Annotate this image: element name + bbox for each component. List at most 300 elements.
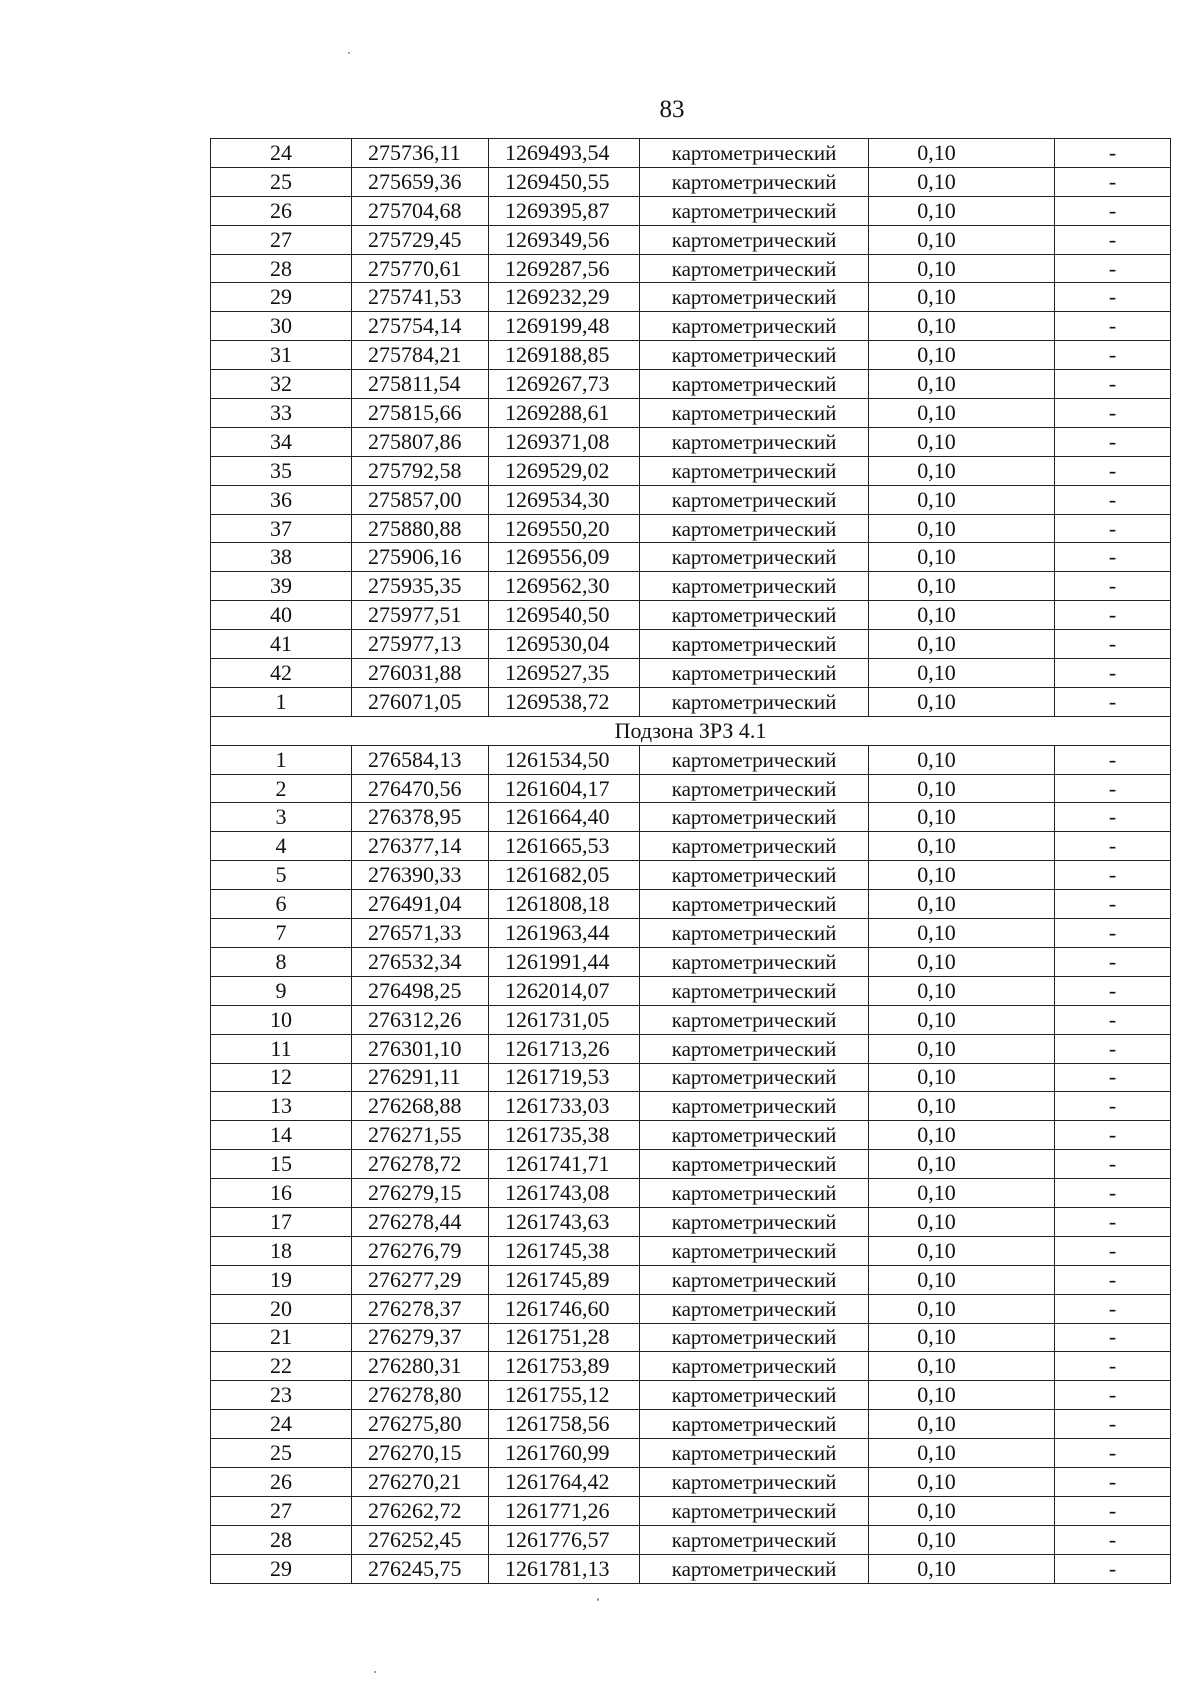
note-cell: - — [1055, 1439, 1171, 1468]
accuracy-cell: 0,10 — [869, 514, 1055, 543]
accuracy-cell: 0,10 — [869, 1265, 1055, 1294]
method-cell: картометрический — [640, 774, 869, 803]
y-coordinate-cell: 1269450,55 — [489, 167, 640, 196]
y-coordinate-cell: 1261753,89 — [489, 1352, 640, 1381]
note-cell: - — [1055, 196, 1171, 225]
method-cell: картометрический — [640, 341, 869, 370]
point-number-cell: 28 — [211, 254, 352, 283]
method-cell: картометрический — [640, 1207, 869, 1236]
method-cell: картометрический — [640, 225, 869, 254]
x-coordinate-cell: 276377,14 — [352, 832, 489, 861]
y-coordinate-cell: 1269540,50 — [489, 601, 640, 630]
note-cell: - — [1055, 976, 1171, 1005]
x-coordinate-cell: 276275,80 — [352, 1410, 489, 1439]
x-coordinate-cell: 276584,13 — [352, 745, 489, 774]
y-coordinate-cell: 1261713,26 — [489, 1034, 640, 1063]
method-cell: картометрический — [640, 890, 869, 919]
x-coordinate-cell: 276271,55 — [352, 1121, 489, 1150]
x-coordinate-cell: 276291,11 — [352, 1063, 489, 1092]
x-coordinate-cell: 276279,15 — [352, 1179, 489, 1208]
table-row — [211, 341, 1171, 370]
point-number-cell: 5 — [211, 861, 352, 890]
point-number-cell: 4 — [211, 832, 352, 861]
accuracy-cell: 0,10 — [869, 1525, 1055, 1554]
y-coordinate-cell: 1261604,17 — [489, 774, 640, 803]
point-number-cell: 12 — [211, 1063, 352, 1092]
y-coordinate-cell: 1261719,53 — [489, 1063, 640, 1092]
method-cell: картометрический — [640, 1265, 869, 1294]
note-cell: - — [1055, 370, 1171, 399]
note-cell: - — [1055, 427, 1171, 456]
accuracy-cell: 0,10 — [869, 745, 1055, 774]
y-coordinate-cell: 1269395,87 — [489, 196, 640, 225]
point-number-cell: 11 — [211, 1034, 352, 1063]
x-coordinate-cell: 275807,86 — [352, 427, 489, 456]
y-coordinate-cell: 1262014,07 — [489, 976, 640, 1005]
note-cell: - — [1055, 1410, 1171, 1439]
y-coordinate-cell: 1261760,99 — [489, 1439, 640, 1468]
note-cell: - — [1055, 1063, 1171, 1092]
x-coordinate-cell: 275784,21 — [352, 341, 489, 370]
note-cell: - — [1055, 832, 1171, 861]
section-header-row — [211, 716, 1171, 745]
accuracy-cell: 0,10 — [869, 919, 1055, 948]
accuracy-cell: 0,10 — [869, 456, 1055, 485]
note-cell: - — [1055, 1005, 1171, 1034]
accuracy-cell: 0,10 — [869, 1034, 1055, 1063]
x-coordinate-cell: 275704,68 — [352, 196, 489, 225]
table-row — [211, 1265, 1171, 1294]
table-row — [211, 601, 1171, 630]
point-number-cell: 6 — [211, 890, 352, 919]
point-number-cell: 26 — [211, 196, 352, 225]
method-cell: картометрический — [640, 572, 869, 601]
table-row — [211, 947, 1171, 976]
note-cell: - — [1055, 225, 1171, 254]
y-coordinate-cell: 1269199,48 — [489, 312, 640, 341]
note-cell: - — [1055, 1092, 1171, 1121]
y-coordinate-cell: 1261776,57 — [489, 1525, 640, 1554]
point-number-cell: 32 — [211, 370, 352, 399]
method-cell: картометрический — [640, 601, 869, 630]
method-cell: картометрический — [640, 1063, 869, 1092]
method-cell: картометрический — [640, 803, 869, 832]
table-row — [211, 283, 1171, 312]
accuracy-cell: 0,10 — [869, 196, 1055, 225]
table-row — [211, 832, 1171, 861]
accuracy-cell: 0,10 — [869, 485, 1055, 514]
point-number-cell: 29 — [211, 1554, 352, 1583]
point-number-cell: 10 — [211, 1005, 352, 1034]
point-number-cell: 1 — [211, 745, 352, 774]
note-cell: - — [1055, 312, 1171, 341]
table-row — [211, 514, 1171, 543]
point-number-cell: 8 — [211, 947, 352, 976]
y-coordinate-cell: 1261741,71 — [489, 1150, 640, 1179]
accuracy-cell: 0,10 — [869, 947, 1055, 976]
point-number-cell: 38 — [211, 543, 352, 572]
point-number-cell: 29 — [211, 283, 352, 312]
method-cell: картометрический — [640, 370, 869, 399]
method-cell: картометрический — [640, 1150, 869, 1179]
method-cell: картометрический — [640, 919, 869, 948]
point-number-cell: 14 — [211, 1121, 352, 1150]
x-coordinate-cell: 275754,14 — [352, 312, 489, 341]
note-cell: - — [1055, 947, 1171, 976]
method-cell: картометрический — [640, 514, 869, 543]
method-cell: картометрический — [640, 139, 869, 168]
y-coordinate-cell: 1261781,13 — [489, 1554, 640, 1583]
accuracy-cell: 0,10 — [869, 1381, 1055, 1410]
table-row — [211, 1063, 1171, 1092]
point-number-cell: 3 — [211, 803, 352, 832]
x-coordinate-cell: 276498,25 — [352, 976, 489, 1005]
y-coordinate-cell: 1261745,89 — [489, 1265, 640, 1294]
point-number-cell: 41 — [211, 630, 352, 659]
accuracy-cell: 0,10 — [869, 803, 1055, 832]
note-cell: - — [1055, 167, 1171, 196]
accuracy-cell: 0,10 — [869, 774, 1055, 803]
y-coordinate-cell: 1261745,38 — [489, 1236, 640, 1265]
method-cell: картометрический — [640, 427, 869, 456]
table-row — [211, 1034, 1171, 1063]
x-coordinate-cell: 276279,37 — [352, 1323, 489, 1352]
method-cell: картометрический — [640, 1554, 869, 1583]
point-number-cell: 9 — [211, 976, 352, 1005]
scan-speck — [348, 52, 350, 54]
note-cell: - — [1055, 1496, 1171, 1525]
note-cell: - — [1055, 1381, 1171, 1410]
accuracy-cell: 0,10 — [869, 283, 1055, 312]
table-row — [211, 543, 1171, 572]
accuracy-cell: 0,10 — [869, 1150, 1055, 1179]
point-number-cell: 7 — [211, 919, 352, 948]
accuracy-cell: 0,10 — [869, 890, 1055, 919]
point-number-cell: 28 — [211, 1525, 352, 1554]
table-row — [211, 1352, 1171, 1381]
accuracy-cell: 0,10 — [869, 1179, 1055, 1208]
method-cell: картометрический — [640, 1179, 869, 1208]
y-coordinate-cell: 1269530,04 — [489, 630, 640, 659]
x-coordinate-cell: 276278,80 — [352, 1381, 489, 1410]
accuracy-cell: 0,10 — [869, 543, 1055, 572]
method-cell: картометрический — [640, 687, 869, 716]
table-row — [211, 225, 1171, 254]
x-coordinate-cell: 276277,29 — [352, 1265, 489, 1294]
x-coordinate-cell: 275741,53 — [352, 283, 489, 312]
y-coordinate-cell: 1261534,50 — [489, 745, 640, 774]
table-row — [211, 399, 1171, 428]
table-row — [211, 1496, 1171, 1525]
note-cell: - — [1055, 1207, 1171, 1236]
y-coordinate-cell: 1261764,42 — [489, 1467, 640, 1496]
method-cell: картометрический — [640, 1092, 869, 1121]
x-coordinate-cell: 275857,00 — [352, 485, 489, 514]
accuracy-cell: 0,10 — [869, 1092, 1055, 1121]
point-number-cell: 13 — [211, 1092, 352, 1121]
table-row — [211, 1381, 1171, 1410]
method-cell: картометрический — [640, 1121, 869, 1150]
y-coordinate-cell: 1269188,85 — [489, 341, 640, 370]
note-cell: - — [1055, 341, 1171, 370]
note-cell: - — [1055, 890, 1171, 919]
x-coordinate-cell: 276280,31 — [352, 1352, 489, 1381]
note-cell: - — [1055, 1352, 1171, 1381]
table-row — [211, 1323, 1171, 1352]
accuracy-cell: 0,10 — [869, 1121, 1055, 1150]
point-number-cell: 24 — [211, 139, 352, 168]
y-coordinate-cell: 1269562,30 — [489, 572, 640, 601]
point-number-cell: 33 — [211, 399, 352, 428]
table-row — [211, 572, 1171, 601]
note-cell: - — [1055, 861, 1171, 890]
method-cell: картометрический — [640, 659, 869, 688]
table-row — [211, 370, 1171, 399]
method-cell: картометрический — [640, 399, 869, 428]
table-row — [211, 659, 1171, 688]
x-coordinate-cell: 276532,34 — [352, 947, 489, 976]
note-cell: - — [1055, 919, 1171, 948]
point-number-cell: 20 — [211, 1294, 352, 1323]
method-cell: картометрический — [640, 1236, 869, 1265]
table-row — [211, 312, 1171, 341]
point-number-cell: 36 — [211, 485, 352, 514]
note-cell: - — [1055, 1467, 1171, 1496]
x-coordinate-cell: 276278,37 — [352, 1294, 489, 1323]
x-coordinate-cell: 276245,75 — [352, 1554, 489, 1583]
method-cell: картометрический — [640, 167, 869, 196]
accuracy-cell: 0,10 — [869, 1554, 1055, 1583]
point-number-cell: 42 — [211, 659, 352, 688]
note-cell: - — [1055, 543, 1171, 572]
note-cell: - — [1055, 745, 1171, 774]
method-cell: картометрический — [640, 254, 869, 283]
note-cell: - — [1055, 1323, 1171, 1352]
scan-speck — [597, 1598, 599, 1601]
x-coordinate-cell: 275977,51 — [352, 601, 489, 630]
coordinates-table — [210, 138, 1171, 1584]
accuracy-cell: 0,10 — [869, 1207, 1055, 1236]
note-cell: - — [1055, 283, 1171, 312]
y-coordinate-cell: 1269493,54 — [489, 139, 640, 168]
point-number-cell: 30 — [211, 312, 352, 341]
table-row — [211, 687, 1171, 716]
note-cell: - — [1055, 514, 1171, 543]
note-cell: - — [1055, 1554, 1171, 1583]
method-cell: картометрический — [640, 283, 869, 312]
method-cell: картометрический — [640, 196, 869, 225]
coordinates-table-body — [211, 139, 1171, 1584]
note-cell: - — [1055, 1034, 1171, 1063]
table-row — [211, 774, 1171, 803]
note-cell: - — [1055, 399, 1171, 428]
y-coordinate-cell: 1269349,56 — [489, 225, 640, 254]
x-coordinate-cell: 276278,44 — [352, 1207, 489, 1236]
method-cell: картометрический — [640, 1294, 869, 1323]
page-number: 83 — [659, 96, 685, 123]
x-coordinate-cell: 275906,16 — [352, 543, 489, 572]
table-row — [211, 1121, 1171, 1150]
table-row — [211, 1439, 1171, 1468]
y-coordinate-cell: 1261808,18 — [489, 890, 640, 919]
table-row — [211, 803, 1171, 832]
accuracy-cell: 0,10 — [869, 1005, 1055, 1034]
table-row — [211, 456, 1171, 485]
x-coordinate-cell: 276268,88 — [352, 1092, 489, 1121]
x-coordinate-cell: 275811,54 — [352, 370, 489, 399]
accuracy-cell: 0,10 — [869, 1323, 1055, 1352]
point-number-cell: 34 — [211, 427, 352, 456]
accuracy-cell: 0,10 — [869, 1063, 1055, 1092]
method-cell: картометрический — [640, 543, 869, 572]
accuracy-cell: 0,10 — [869, 1439, 1055, 1468]
table-row — [211, 1005, 1171, 1034]
note-cell: - — [1055, 803, 1171, 832]
note-cell: - — [1055, 630, 1171, 659]
method-cell: картометрический — [640, 1496, 869, 1525]
y-coordinate-cell: 1261991,44 — [489, 947, 640, 976]
point-number-cell: 17 — [211, 1207, 352, 1236]
y-coordinate-cell: 1261682,05 — [489, 861, 640, 890]
y-coordinate-cell: 1261746,60 — [489, 1294, 640, 1323]
accuracy-cell: 0,10 — [869, 601, 1055, 630]
method-cell: картометрический — [640, 1034, 869, 1063]
accuracy-cell: 0,10 — [869, 832, 1055, 861]
table-row — [211, 976, 1171, 1005]
method-cell: картометрический — [640, 1381, 869, 1410]
method-cell: картометрический — [640, 947, 869, 976]
method-cell: картометрический — [640, 1439, 869, 1468]
note-cell: - — [1055, 1150, 1171, 1179]
method-cell: картометрический — [640, 976, 869, 1005]
point-number-cell: 31 — [211, 341, 352, 370]
accuracy-cell: 0,10 — [869, 1352, 1055, 1381]
y-coordinate-cell: 1261731,05 — [489, 1005, 640, 1034]
table-row — [211, 1150, 1171, 1179]
table-row — [211, 1554, 1171, 1583]
point-number-cell: 15 — [211, 1150, 352, 1179]
point-number-cell: 23 — [211, 1381, 352, 1410]
accuracy-cell: 0,10 — [869, 312, 1055, 341]
point-number-cell: 22 — [211, 1352, 352, 1381]
y-coordinate-cell: 1261743,63 — [489, 1207, 640, 1236]
y-coordinate-cell: 1269527,35 — [489, 659, 640, 688]
x-coordinate-cell: 276301,10 — [352, 1034, 489, 1063]
note-cell: - — [1055, 1121, 1171, 1150]
table-row — [211, 485, 1171, 514]
table-row — [211, 1179, 1171, 1208]
y-coordinate-cell: 1261963,44 — [489, 919, 640, 948]
table-row — [211, 1236, 1171, 1265]
accuracy-cell: 0,10 — [869, 341, 1055, 370]
table-row — [211, 1207, 1171, 1236]
x-coordinate-cell: 276252,45 — [352, 1525, 489, 1554]
y-coordinate-cell: 1261733,03 — [489, 1092, 640, 1121]
y-coordinate-cell: 1269534,30 — [489, 485, 640, 514]
x-coordinate-cell: 276262,72 — [352, 1496, 489, 1525]
accuracy-cell: 0,10 — [869, 1236, 1055, 1265]
table-row — [211, 919, 1171, 948]
accuracy-cell: 0,10 — [869, 572, 1055, 601]
accuracy-cell: 0,10 — [869, 976, 1055, 1005]
table-row — [211, 1410, 1171, 1439]
y-coordinate-cell: 1269371,08 — [489, 427, 640, 456]
method-cell: картометрический — [640, 312, 869, 341]
y-coordinate-cell: 1261743,08 — [489, 1179, 640, 1208]
method-cell: картометрический — [640, 745, 869, 774]
accuracy-cell: 0,10 — [869, 225, 1055, 254]
x-coordinate-cell: 276270,15 — [352, 1439, 489, 1468]
x-coordinate-cell: 276491,04 — [352, 890, 489, 919]
method-cell: картометрический — [640, 1352, 869, 1381]
accuracy-cell: 0,10 — [869, 1294, 1055, 1323]
x-coordinate-cell: 276276,79 — [352, 1236, 489, 1265]
accuracy-cell: 0,10 — [869, 659, 1055, 688]
section-title: Подзона ЗРЗ 4.1 — [211, 716, 1171, 745]
y-coordinate-cell: 1269538,72 — [489, 687, 640, 716]
x-coordinate-cell: 275880,88 — [352, 514, 489, 543]
method-cell: картометрический — [640, 832, 869, 861]
point-number-cell: 40 — [211, 601, 352, 630]
x-coordinate-cell: 276031,88 — [352, 659, 489, 688]
y-coordinate-cell: 1261735,38 — [489, 1121, 640, 1150]
note-cell: - — [1055, 254, 1171, 283]
point-number-cell: 18 — [211, 1236, 352, 1265]
x-coordinate-cell: 275736,11 — [352, 139, 489, 168]
point-number-cell: 25 — [211, 167, 352, 196]
table-row — [211, 861, 1171, 890]
y-coordinate-cell: 1269232,29 — [489, 283, 640, 312]
note-cell: - — [1055, 485, 1171, 514]
method-cell: картометрический — [640, 1467, 869, 1496]
accuracy-cell: 0,10 — [869, 139, 1055, 168]
table-row — [211, 630, 1171, 659]
y-coordinate-cell: 1269287,56 — [489, 254, 640, 283]
accuracy-cell: 0,10 — [869, 370, 1055, 399]
note-cell: - — [1055, 1179, 1171, 1208]
point-number-cell: 25 — [211, 1439, 352, 1468]
accuracy-cell: 0,10 — [869, 1410, 1055, 1439]
note-cell: - — [1055, 1265, 1171, 1294]
accuracy-cell: 0,10 — [869, 687, 1055, 716]
y-coordinate-cell: 1269288,61 — [489, 399, 640, 428]
note-cell: - — [1055, 456, 1171, 485]
y-coordinate-cell: 1269529,02 — [489, 456, 640, 485]
table-row — [211, 139, 1171, 168]
note-cell: - — [1055, 659, 1171, 688]
accuracy-cell: 0,10 — [869, 399, 1055, 428]
y-coordinate-cell: 1269267,73 — [489, 370, 640, 399]
method-cell: картометрический — [640, 456, 869, 485]
y-coordinate-cell: 1269550,20 — [489, 514, 640, 543]
x-coordinate-cell: 276390,33 — [352, 861, 489, 890]
table-row — [211, 427, 1171, 456]
table-row — [211, 1294, 1171, 1323]
x-coordinate-cell: 276278,72 — [352, 1150, 489, 1179]
x-coordinate-cell: 276470,56 — [352, 774, 489, 803]
accuracy-cell: 0,10 — [869, 427, 1055, 456]
method-cell: картометрический — [640, 1525, 869, 1554]
x-coordinate-cell: 276378,95 — [352, 803, 489, 832]
point-number-cell: 24 — [211, 1410, 352, 1439]
x-coordinate-cell: 275792,58 — [352, 456, 489, 485]
x-coordinate-cell: 276571,33 — [352, 919, 489, 948]
point-number-cell: 21 — [211, 1323, 352, 1352]
y-coordinate-cell: 1261665,53 — [489, 832, 640, 861]
note-cell: - — [1055, 1525, 1171, 1554]
note-cell: - — [1055, 1236, 1171, 1265]
point-number-cell: 37 — [211, 514, 352, 543]
